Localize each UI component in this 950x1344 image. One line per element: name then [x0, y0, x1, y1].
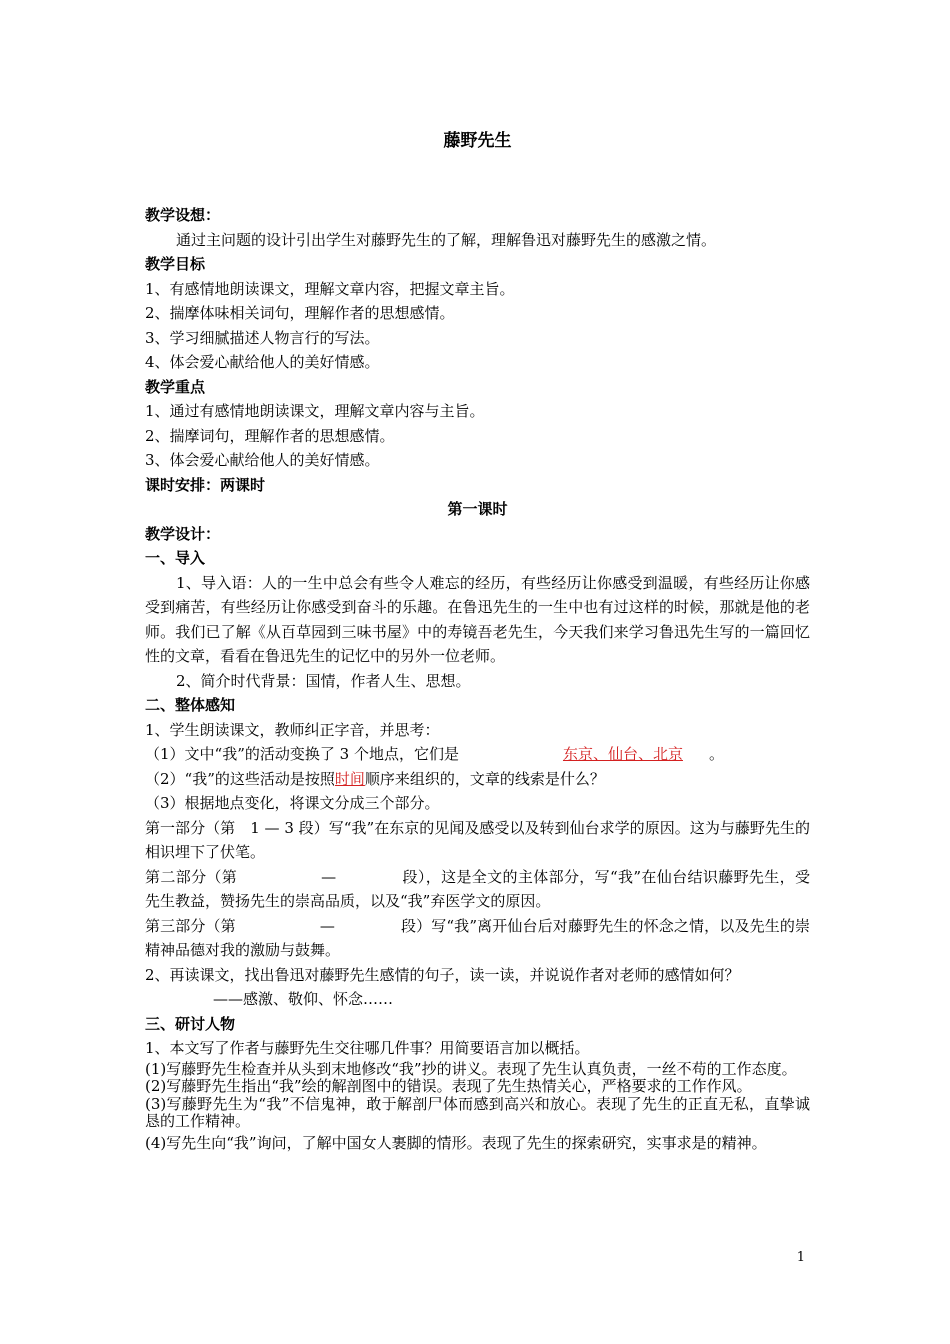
question-2 — [145, 767, 810, 792]
schedule: 课时安排：两课时 — [145, 475, 266, 494]
page-number: 1 — [796, 1250, 805, 1265]
document-title: 藤野先生 — [443, 131, 512, 151]
question-2-answer: 时间 — [334, 769, 365, 788]
goals-heading: 教学目标 — [145, 255, 206, 273]
event-item: (2)写藤野先生指出“我”绘的解剖图中的错误。表现了先生热情关心，严格要求的工作作风。 — [145, 1077, 752, 1095]
event-item: (1)写藤野先生检查并从头到末地修改“我”抄的讲义。表现了先生认真负责，一丝不苟的工作态度。 — [145, 1059, 797, 1078]
goal-item: 4、体会爱心献给他人的美好情感。 — [145, 353, 380, 371]
part-3-dash: — — [319, 916, 335, 935]
section1-heading: 一、导入 — [145, 549, 206, 567]
section3-intro: 1、本文写了作者与藤野先生交往哪几件事？用简要语言加以概括。 — [145, 1039, 590, 1057]
section1-background: 2、简介时代背景：国情，作者人生、思想。 — [176, 671, 471, 690]
section3-heading: 三、研讨人物 — [145, 1014, 236, 1033]
part-1: 第一部分（第 1 — 3 段）写“我”在东京的见闻及感受以及转到仙台求学的原因。这为与藤野先生的相识埋下了伏笔。 — [145, 818, 810, 861]
design-heading: 教学设想： — [145, 206, 221, 224]
reread-answer: ——感激、敬仰、怀念…… — [213, 990, 394, 1008]
question-1-text: （1）文中“我”的活动变换了 3 个地点，它们是 — [145, 745, 459, 763]
teaching-design-heading: 教学设计： — [145, 524, 221, 543]
question-1 — [145, 742, 810, 767]
question-1-answer-text: 东京、仙台、北京 — [562, 745, 683, 763]
part-3-rest: 段）写“我”离开仙台后对藤野先生的怀念之情，以及先生的崇精神品德对我的激励与鼓舞。 — [145, 916, 810, 959]
lesson-title: 第一课时 — [447, 500, 508, 518]
question-2-end: 顺序来组织的，文章的线索是什么？ — [364, 769, 605, 788]
event-item: (4)写先生向“我”询问，了解中国女人裹脚的情形。表现了先生的探索研究，实事求是的精神。 — [145, 1133, 767, 1152]
design-text: 通过主问题的设计引出学生对藤野先生的了解，理解鲁迅对藤野先生的感激之情。 — [176, 230, 717, 249]
focus-item: 3、体会爱心献给他人的美好情感。 — [145, 451, 380, 469]
section1-paragraph: 1、导入语：人的一生中总会有些令人难忘的经历，有些经历让你感受到温暖，有些经历让你感受到痛苦，有些经历让你感受到奋斗的乐趣。在鲁迅先生的一生中也有过这样的时候，那就是他的老师。我们已了解《从百草园到三味书屋》中的寿镜吾老先生，今天我们来学习鲁迅先生写的一篇回忆性的文章，看看在鲁迅先生的记忆中的另外一位老师。 — [145, 573, 810, 665]
question-1-end: 。 — [708, 745, 724, 763]
goal-item: 1、有感情地朗读课文，理解文章内容，把握文章主旨。 — [145, 279, 515, 298]
focus-heading: 教学重点 — [145, 377, 206, 396]
part-2-dash: — — [321, 867, 337, 886]
event-item: (3)写藤野先生为“我”不信鬼神，敢于解剖尸体而感到高兴和放心。表现了先生的正直无私，直挚诚恳的工作精神。 — [145, 1094, 810, 1130]
part-2-start: 第二部分（第 — [145, 867, 238, 886]
part-3 — [145, 914, 810, 963]
part-3-start: 第三部分（第 — [145, 916, 236, 935]
section2-heading: 二、整体感知 — [145, 696, 236, 714]
section2-intro: 1、学生朗读课文，教师纠正字音，并思考： — [145, 720, 440, 739]
focus-item: 1、通过有感情地朗读课文，理解文章内容与主旨。 — [145, 402, 485, 420]
document-content — [145, 126, 810, 1152]
goal-item: 3、学习细腻描述人物言行的写法。 — [145, 328, 380, 347]
question-2-text: （2）“我”的这些活动是按照 — [145, 769, 335, 788]
part-2-rest: 段），这是全文的主体部分，写“我”在仙台结识藤野先生，受先生教益，赞扬先生的崇高品质，以及“我”弃医学文的原因。 — [145, 867, 810, 910]
reread-question: 2、再读课文，找出鲁迅对藤野先生感情的句子，读一读，并说说作者对老师的感情如何？ — [145, 965, 740, 984]
part-2 — [145, 865, 810, 914]
goal-item: 2、揣摩体味相关词句，理解作者的思想感情。 — [145, 304, 455, 322]
focus-item: 2、揣摩词句，理解作者的思想感情。 — [145, 426, 395, 445]
question-3: （3）根据地点变化，将课文分成三个部分。 — [145, 794, 440, 812]
question-1-answer — [459, 745, 697, 763]
